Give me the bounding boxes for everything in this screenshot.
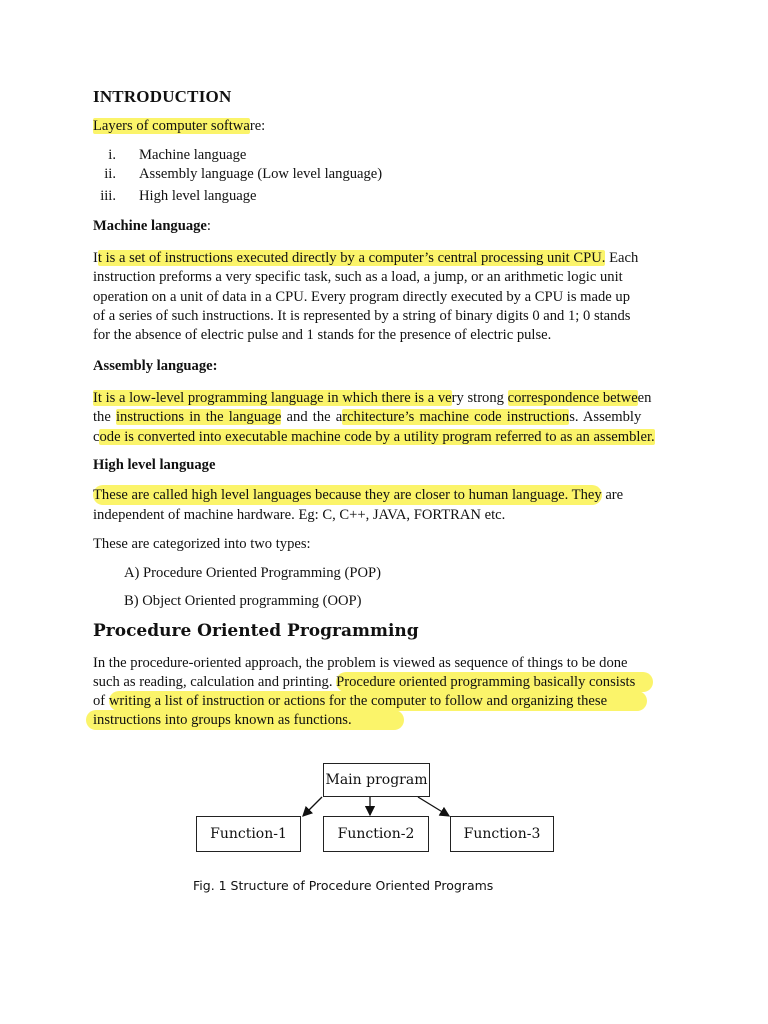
function-box: Function-1 <box>196 816 301 852</box>
text-span: such as reading, calculation and printing. <box>93 674 337 690</box>
text-span: and the a <box>281 409 343 425</box>
heading-text: Machine language <box>93 218 207 234</box>
type-a: A) Procedure Oriented Programming (POP) <box>124 565 381 581</box>
machine-para-line-3: operation on a unit of data in a CPU. Every program directly executed by a CPU is made up <box>93 289 630 305</box>
text-span: ry strong <box>451 390 508 406</box>
text-span: s. Assembly <box>569 409 642 425</box>
list-number: iii. <box>100 188 116 204</box>
text-span: re: <box>249 118 266 134</box>
main-program-box: Main program <box>323 763 430 797</box>
list-number: i. <box>108 147 116 163</box>
pop-para-line-1: In the procedure-oriented approach, the problem is viewed as sequence of things to be done <box>93 655 628 671</box>
arrow-to-function-1 <box>303 797 322 816</box>
heading-procedure-oriented-programming: Procedure Oriented Programming <box>93 621 419 641</box>
function-box: Function-3 <box>450 816 554 852</box>
heading-high-level-language: High level language <box>93 457 216 473</box>
highlight: instructions into groups known as functions. <box>86 710 404 730</box>
list-text: Assembly language (Low level language) <box>139 166 383 182</box>
high-para-line-2: independent of machine hardware. Eg: C, C++, JAVA, FORTRAN etc. <box>93 507 506 523</box>
highlight: Layers of computer softwa <box>93 118 250 134</box>
highlight: It is a low-level programming language in which there is a ve <box>93 390 452 406</box>
highlight: t is a set of instructions executed directly by a computer’s central processing unit CPU. <box>97 250 606 266</box>
types-intro: These are categorized into two types: <box>93 536 311 552</box>
highlight: correspondence betwe <box>507 390 638 406</box>
section-title-introduction: INTRODUCTION <box>93 87 232 106</box>
text-span: the <box>93 409 116 425</box>
list-text: Machine language <box>139 147 247 163</box>
text-span: c <box>93 429 100 445</box>
function-box: Function-2 <box>323 816 429 852</box>
machine-para-line-4: of a series of such instructions. It is represented by a string of binary digits 0 and 1; 0 stands <box>93 308 631 324</box>
heading-assembly-language: Assembly language: <box>93 358 218 374</box>
figure-caption: Fig. 1 Structure of Procedure Oriented Programs <box>193 878 494 893</box>
text-span: en <box>637 390 652 406</box>
highlight: Procedure oriented programming basically consists <box>336 672 653 692</box>
highlight: These are called high level languages because they are closer to human language. They <box>93 487 602 503</box>
machine-para-line-5: for the absence of electric pulse and 1 stands for the presence of electric pulse. <box>93 327 552 343</box>
list-number: ii. <box>104 166 116 182</box>
text-span: I <box>93 250 98 266</box>
arrow-to-function-3 <box>418 797 449 816</box>
type-b: B) Object Oriented programming (OOP) <box>124 593 362 609</box>
machine-para-line-2: instruction preforms a very specific task, such as a load, a jump, or an arithmetic logic unit <box>93 269 623 285</box>
highlight: writing a list of instruction or actions for the computer to follow and organizing these <box>109 691 647 711</box>
highlight: rchitecture’s machine code instruction <box>342 409 570 425</box>
highlight: instructions in the language <box>115 409 282 425</box>
list-text: High level language <box>139 188 257 204</box>
text-span: are <box>601 487 624 503</box>
text-span: of <box>93 693 109 709</box>
highlight: ode is converted into executable machine code by a utility program referred to as an assembler. <box>99 429 655 445</box>
heading-colon: : <box>206 218 211 234</box>
text-span: Each <box>605 250 639 266</box>
